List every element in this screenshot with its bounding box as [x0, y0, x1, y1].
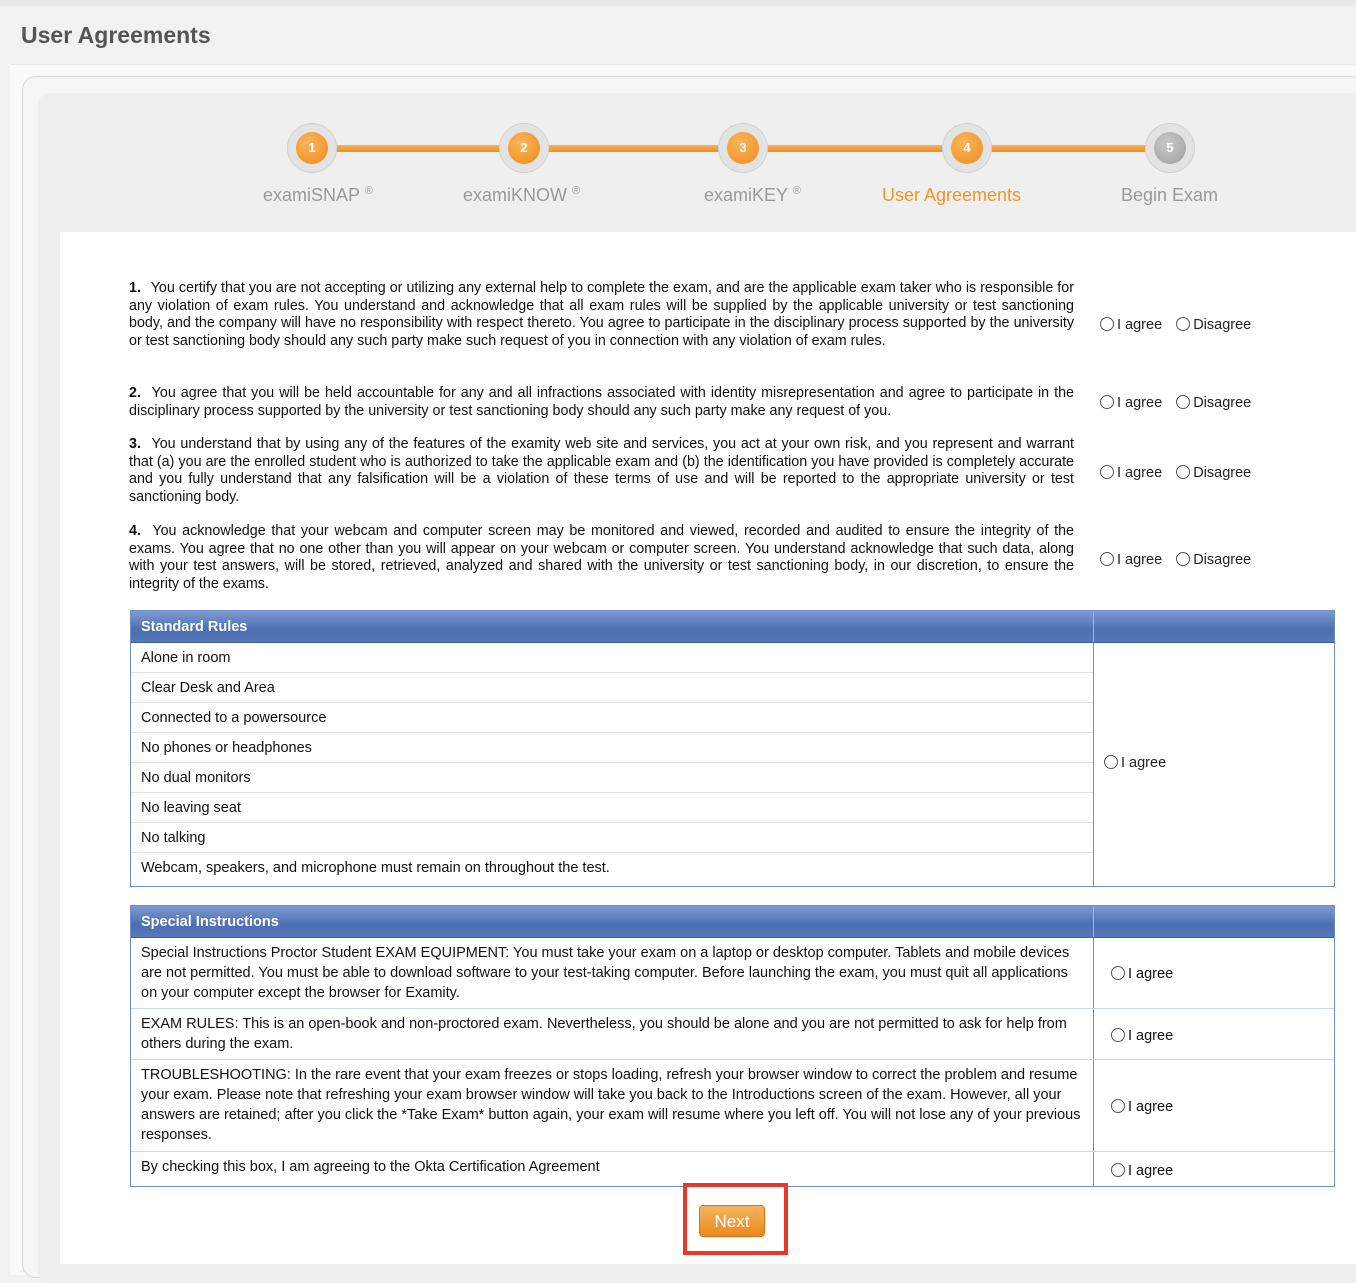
instruction-text: EXAM RULES: This is an open-book and non-proctored exam. Nevertheless, you should be alone and you are not permitted to ask for help from others during the exam.	[141, 1016, 1067, 1052]
registered-mark: ®	[792, 185, 801, 197]
table-row: Clear Desk and Area	[131, 673, 1093, 703]
column-divider	[1093, 643, 1094, 886]
step-1-label	[263, 185, 373, 206]
agree-label: I agree	[1117, 395, 1163, 411]
standard-rules-header: Standard Rules	[141, 619, 248, 635]
table-row	[131, 1009, 1334, 1060]
radio-button[interactable]	[1111, 966, 1125, 980]
table-row: No dual monitors	[131, 763, 1093, 793]
top-bar	[0, 0, 1356, 6]
step-3	[718, 123, 768, 173]
agree-label: I agree	[1117, 552, 1163, 568]
disagree-label: Disagree	[1193, 317, 1252, 333]
agreement-number: 1.	[129, 280, 141, 296]
agree-option[interactable]	[1100, 552, 1162, 568]
radio-button[interactable]	[1111, 1028, 1125, 1042]
agree-option[interactable]	[1111, 964, 1173, 984]
radio-button[interactable]	[1176, 465, 1190, 479]
step-4	[942, 123, 992, 173]
step-connector	[312, 145, 524, 152]
radio-button[interactable]	[1111, 1099, 1125, 1113]
radio-button[interactable]	[1176, 317, 1190, 331]
agreement-number: 2.	[129, 385, 141, 401]
special-instructions-header: Special Instructions	[141, 914, 279, 930]
next-button[interactable]: Next	[699, 1205, 765, 1237]
agreement-text: You acknowledge that your webcam and computer screen may be monitored and viewed, recorded and audited to ensure the integrity of the exams. You agree that no one other than you will appear on your webcam or computer screen. You understand acknowledge that such data, along with your test answers, will be stored, retrieved, analyzed and shared with the university or test sanctioning body, in our discretion, to ensure the integrity of the exams.	[129, 523, 1075, 592]
disagree-label: Disagree	[1193, 395, 1252, 411]
agreement-4	[129, 523, 1074, 593]
agree-label: I agree	[1117, 317, 1163, 333]
radio-button[interactable]	[1176, 552, 1190, 566]
step-1-label-text: examiSNAP	[263, 185, 360, 205]
radio-button[interactable]	[1176, 395, 1190, 409]
step-2-label-text: examiKNOW	[463, 185, 568, 205]
step-4-number: 4	[951, 132, 983, 164]
step-3-number: 3	[727, 132, 759, 164]
table-row: Connected to a powersource	[131, 703, 1093, 733]
radio-button[interactable]	[1100, 317, 1114, 331]
agree-option[interactable]	[1100, 317, 1162, 333]
step-5-number: 5	[1154, 132, 1186, 164]
table-row	[131, 938, 1334, 1009]
radio-button[interactable]	[1104, 755, 1118, 769]
agree-option[interactable]	[1100, 395, 1162, 411]
page-title: User Agreements	[21, 22, 211, 48]
table-header	[131, 611, 1334, 643]
disagree-option[interactable]	[1176, 395, 1251, 411]
radio-button[interactable]	[1100, 465, 1114, 479]
step-2-number: 2	[508, 132, 540, 164]
agreement-3-choices	[1100, 465, 1261, 481]
table-row: Webcam, speakers, and microphone must remain on throughout the test.	[141, 860, 610, 876]
disagree-option[interactable]	[1176, 465, 1251, 481]
table-row: No leaving seat	[131, 793, 1093, 823]
step-3-label-text: examiKEY	[704, 185, 788, 205]
step-1-number: 1	[296, 132, 328, 164]
step-5	[1145, 123, 1195, 173]
step-4-label: User Agreements	[882, 185, 1022, 205]
agreement-text: You understand that by using any of the features of the examity web site and services, you act at your own risk, and you represent and warrant that (a) you are the enrolled student who is authorized to take the applicable exam and (b) the identification you have provided is completely accurate and you fully understand that any falsification will be a violation of these terms of use and will be reported to the appropriate university or test sanctioning body.	[129, 436, 1074, 505]
agree-label: I agree	[1128, 1099, 1174, 1115]
agree-label: I agree	[1128, 966, 1174, 982]
agree-label: I agree	[1128, 1028, 1174, 1044]
registered-mark: ®	[572, 185, 581, 197]
agreement-text: You agree that you will be held accountable for any and all infractions associated with identity misrepresentation and agree to participate in the disciplinary process supported by the university or test sanctioning body should any such party make any request of you.	[129, 385, 1074, 419]
agreement-4-choices	[1100, 552, 1261, 568]
standard-rules-agree-option[interactable]	[1104, 755, 1166, 771]
agree-label: I agree	[1121, 755, 1167, 771]
instruction-text: TROUBLESHOOTING: In the rare event that your exam freezes or stops loading, refresh your browser window to correct the problem and resume your exam. Please note that refreshing your exam browser window will take you back to the Introductions screen of the exam. However, all your answers are retained; after you click the *Take Exam* button again, your exam will resume where you left off. You will not lose any of your previous responses.	[141, 1067, 1081, 1143]
table-header	[131, 906, 1334, 938]
step-1	[287, 123, 337, 173]
instruction-text: By checking this box, I am agreeing to the Okta Certification Agreement	[141, 1159, 600, 1175]
agreement-number: 3.	[129, 436, 141, 452]
agree-label: I agree	[1128, 1163, 1174, 1179]
step-connector	[524, 145, 743, 152]
step-3-label	[704, 185, 801, 206]
agree-label: I agree	[1117, 465, 1163, 481]
standard-rules-table	[130, 610, 1335, 887]
agreement-2	[129, 385, 1074, 420]
agreement-text: You certify that you are not accepting or utilizing any external help to complete the exam, and are the applicable exam taker who is responsible for any violation of exam rules. You understand and acknowledge that all exam rules will be supplied by the applicable university or test sanctioning body, and the company will have no responsibility with respect thereto. You agree to participate in the disciplinary process supported by the university or test sanctioning body should any such party make such request of you in connection with any violation of exam rules.	[129, 280, 1074, 349]
disagree-option[interactable]	[1176, 317, 1251, 333]
agree-option[interactable]	[1111, 1161, 1173, 1181]
table-row: No talking	[131, 823, 1093, 853]
table-row: Alone in room	[131, 643, 1093, 673]
step-2-label	[463, 185, 580, 206]
registered-mark: ®	[364, 185, 373, 197]
radio-button[interactable]	[1100, 552, 1114, 566]
agree-option[interactable]	[1100, 465, 1162, 481]
agreement-2-choices	[1100, 395, 1261, 411]
disagree-label: Disagree	[1193, 465, 1252, 481]
agreement-3	[129, 436, 1074, 506]
table-row	[131, 1060, 1334, 1152]
header-divider	[1093, 611, 1094, 642]
agree-option[interactable]	[1111, 1026, 1173, 1046]
header-divider	[1093, 906, 1094, 937]
agreement-1	[129, 280, 1074, 350]
disagree-label: Disagree	[1193, 552, 1252, 568]
agreement-number: 4.	[129, 523, 141, 539]
step-connector	[743, 145, 967, 152]
radio-button[interactable]	[1100, 395, 1114, 409]
agreement-1-choices	[1100, 317, 1261, 333]
step-5-label: Begin Exam	[1121, 185, 1219, 205]
step-connector	[967, 145, 1170, 152]
table-row: No phones or headphones	[131, 733, 1093, 763]
disagree-option[interactable]	[1176, 552, 1251, 568]
agree-option[interactable]	[1111, 1097, 1173, 1117]
step-2	[499, 123, 549, 173]
special-instructions-table	[130, 905, 1335, 1187]
instruction-text: Special Instructions Proctor Student EXAM EQUIPMENT: You must take your exam on a laptop or desktop computer. Tablets and mobile devices are not permitted. You must be able to download software to your test-taking computer. Before launching the exam, you must quit all applications on your computer except the browser for Examity.	[141, 945, 1070, 1001]
radio-button[interactable]	[1111, 1163, 1125, 1177]
